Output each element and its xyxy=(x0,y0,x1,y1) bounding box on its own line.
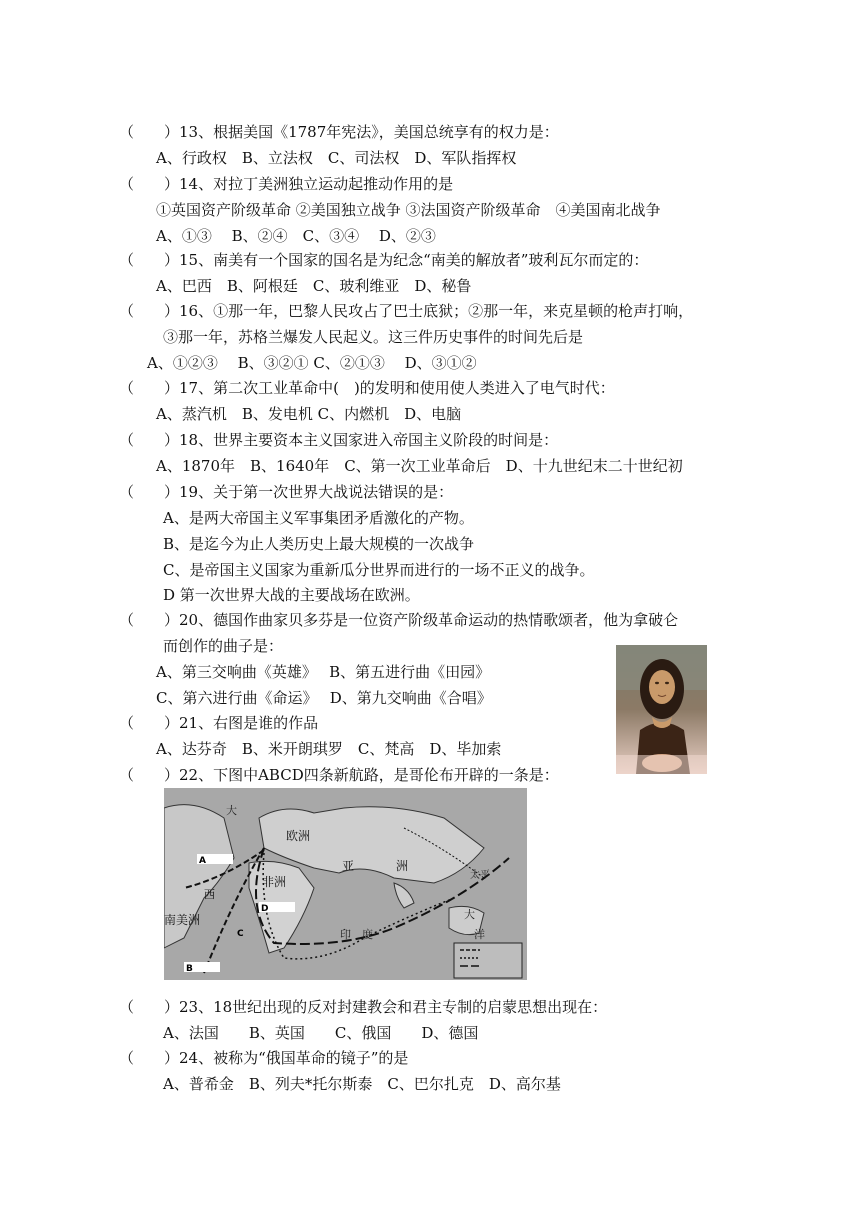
map-label-pacific: 太平 xyxy=(470,870,490,881)
map-label-zhou: 洲 xyxy=(396,859,409,873)
map-label-south-america: 南美洲 xyxy=(164,913,201,927)
route-label-c: C xyxy=(237,929,244,939)
q23-options: A、法国 B、英国 C、俄国 D、德国 xyxy=(163,1024,479,1042)
portrait-image xyxy=(616,645,707,774)
map-label-asia: 亚 xyxy=(342,859,355,873)
q21-stem: （ ）21、右图是谁的作品 xyxy=(119,714,319,732)
new-routes-map xyxy=(164,788,527,980)
q20-stem-continued: 而创作的曲子是： xyxy=(163,637,284,655)
q20-stem: （ ）20、德国作曲家贝多芬是一位资产阶级革命运动的热情歌颂者，他为拿破仑 xyxy=(119,611,679,629)
q16-stem-continued: ③那一年，苏格兰爆发人民起义。这三件历史事件的时间先后是 xyxy=(163,328,584,346)
q14-stem: （ ）14、对拉丁美洲独立运动起推动作用的是 xyxy=(119,175,454,193)
q23-stem: （ ）23、18世纪出现的反对封建教会和君主专制的启蒙思想出现在： xyxy=(119,998,608,1016)
q14-items: ①英国资产阶级革命 ②美国独立战争 ③法国资产阶级革命 ④美国南北战争 xyxy=(156,201,661,219)
q18-stem: （ ）18、世界主要资本主义国家进入帝国主义阶段的时间是： xyxy=(119,431,559,449)
q16-options: A、①②③ B、③②① C、②①③ D、③①② xyxy=(147,354,477,372)
q19-option-c: C、是帝国主义国家为重新瓜分世界而进行的一场不正义的战争。 xyxy=(163,561,595,579)
q19-stem: （ ）19、关于第一次世界大战说法错误的是： xyxy=(119,483,454,501)
map-label-yang: 洋 xyxy=(474,928,485,941)
q24-options: A、普希金 B、列夫*托尔斯泰 C、巴尔扎克 D、高尔基 xyxy=(163,1075,561,1093)
map-label-europe: 欧洲 xyxy=(286,829,311,843)
q24-stem: （ ）24、被称为“俄国革命的镜子”的是 xyxy=(119,1049,409,1067)
q15-options: A、巴西 B、阿根廷 C、玻利维亚 D、秘鲁 xyxy=(156,277,472,295)
q21-options: A、达芬奇 B、米开朗琪罗 C、梵高 D、毕加索 xyxy=(156,740,502,758)
q19-option-a: A、是两大帝国主义军事集团矛盾激化的产物。 xyxy=(163,509,474,527)
q13-stem: （ ）13、根据美国《1787年宪法》，美国总统享有的权力是： xyxy=(119,123,559,141)
map-label-africa: 非洲 xyxy=(262,875,287,889)
q17-options: A、蒸汽机 B、发电机 C、内燃机 D、电脑 xyxy=(156,405,462,423)
q18-options: A、1870年 B、1640年 C、第一次工业革命后 D、十九世纪末二十世纪初 xyxy=(156,457,683,475)
route-label-d: D xyxy=(261,904,269,914)
q19-option-d: D 第一次世界大战的主要战场在欧洲。 xyxy=(163,586,420,604)
q17-stem: （ ）17、第二次工业革命中( )的发明和使用使人类进入了电气时代： xyxy=(119,379,615,397)
route-label-a: A xyxy=(199,856,206,866)
q16-stem: （ ）16、①那一年，巴黎人民攻占了巴士底狱；②那一年，来克星顿的枪声打响， xyxy=(119,302,694,320)
map-label-xi: 西 xyxy=(204,888,215,901)
q13-options: A、行政权 B、立法权 C、司法权 D、军队指挥权 xyxy=(156,149,517,167)
q20-options-ab: A、第三交响曲《英雄》 B、第五进行曲《田园》 xyxy=(156,663,491,681)
route-label-b: B xyxy=(186,964,193,974)
q22-stem: （ ）22、下图中ABCD四条新航路，是哥伦布开辟的一条是： xyxy=(119,766,559,784)
q14-options: A、①③ B、②④ C、③④ D、②③ xyxy=(156,227,436,245)
map-label-da: 大 xyxy=(226,804,237,817)
q15-stem: （ ）15、南美有一个国家的国名是为纪念“南美的解放者”玻利瓦尔而定的： xyxy=(119,251,649,269)
q20-options-cd: C、第六进行曲《命运》 D、第九交响曲《合唱》 xyxy=(156,689,492,707)
q19-option-b: B、是迄今为止人类历史上最大规模的一次战争 xyxy=(163,535,475,553)
map-label-da2: 大 xyxy=(464,908,475,921)
map-label-india: 印 度 xyxy=(340,928,373,941)
